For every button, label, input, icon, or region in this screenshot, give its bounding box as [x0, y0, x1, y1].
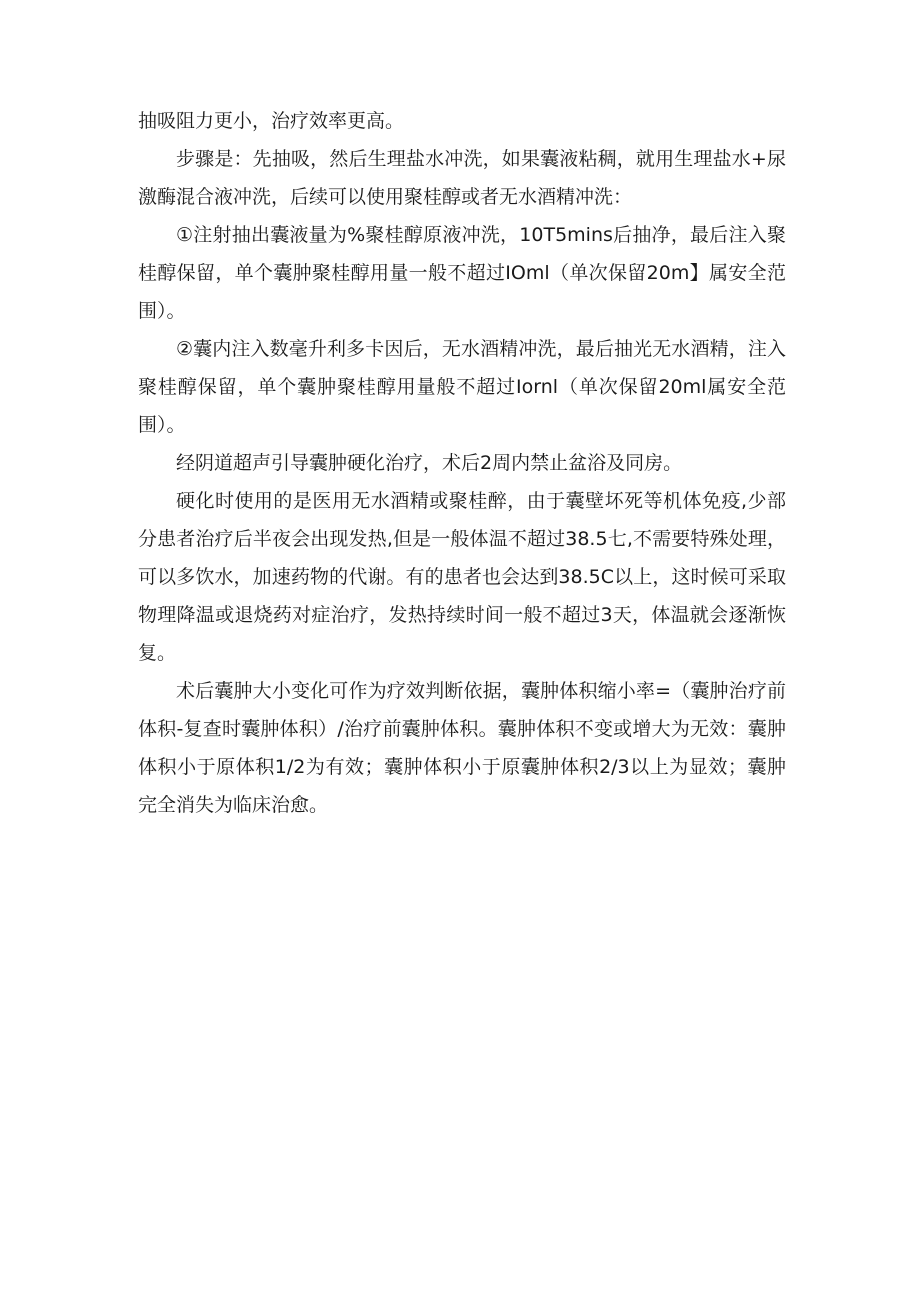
- paragraph-efficacy-criteria: 术后囊肿大小变化可作为疗效判断依据，囊肿体积缩小率=（囊肿治疗前体积-复查时囊肿体积）/治疗前囊肿体积。囊肿体积不变或增大为无效：囊肿体积小于原体积1/2为有效；囊肿体积小于原囊肿体积2/3以上为显效；囊肿完全消失为临床治愈。: [138, 680, 786, 816]
- paragraph-step-one: ①注射抽出囊液量为%聚桂醇原液冲洗，10T5mins后抽净，最后注入聚桂醇保留，单个囊肿聚桂醇用量一般不超过IOml（单次保留20m】属安全范围）。: [138, 224, 786, 322]
- paragraph-postop-restriction: 经阴道超声引导囊肿硬化治疗，术后2周内禁止盆浴及同房。: [176, 452, 683, 474]
- paragraph-fever-notes: 硬化时使用的是医用无水酒精或聚桂醉，由于囊壁坏死等机体免疫,少部分患者治疗后半夜会出现发热,但是一般体温不超过38.5七,不需要特殊处理，可以多饮水，加速药物的代谢。有的患者也会达到38.5C以上，这时候可采取物理降温或退烧药对症治疗，发热持续时间一般不超过3天，体温就会逐渐恢复。: [138, 490, 786, 664]
- paragraph-continuation: 抽吸阻力更小，治疗效率更高。: [138, 110, 405, 132]
- paragraph-step-two: ②囊内注入数毫升利多卡因后，无水酒精冲洗，最后抽光无水酒精，注入聚桂醇保留，单个囊肿聚桂醇用量般不超过Iornl（单次保留20ml属安全范围）。: [138, 338, 786, 436]
- document-body: [138, 102, 786, 824]
- paragraph-procedure-steps: 步骤是：先抽吸，然后生理盐水冲洗，如果囊液粘稠，就用生理盐水+尿激酶混合液冲洗，后续可以使用聚桂醇或者无水酒精冲洗：: [138, 148, 786, 208]
